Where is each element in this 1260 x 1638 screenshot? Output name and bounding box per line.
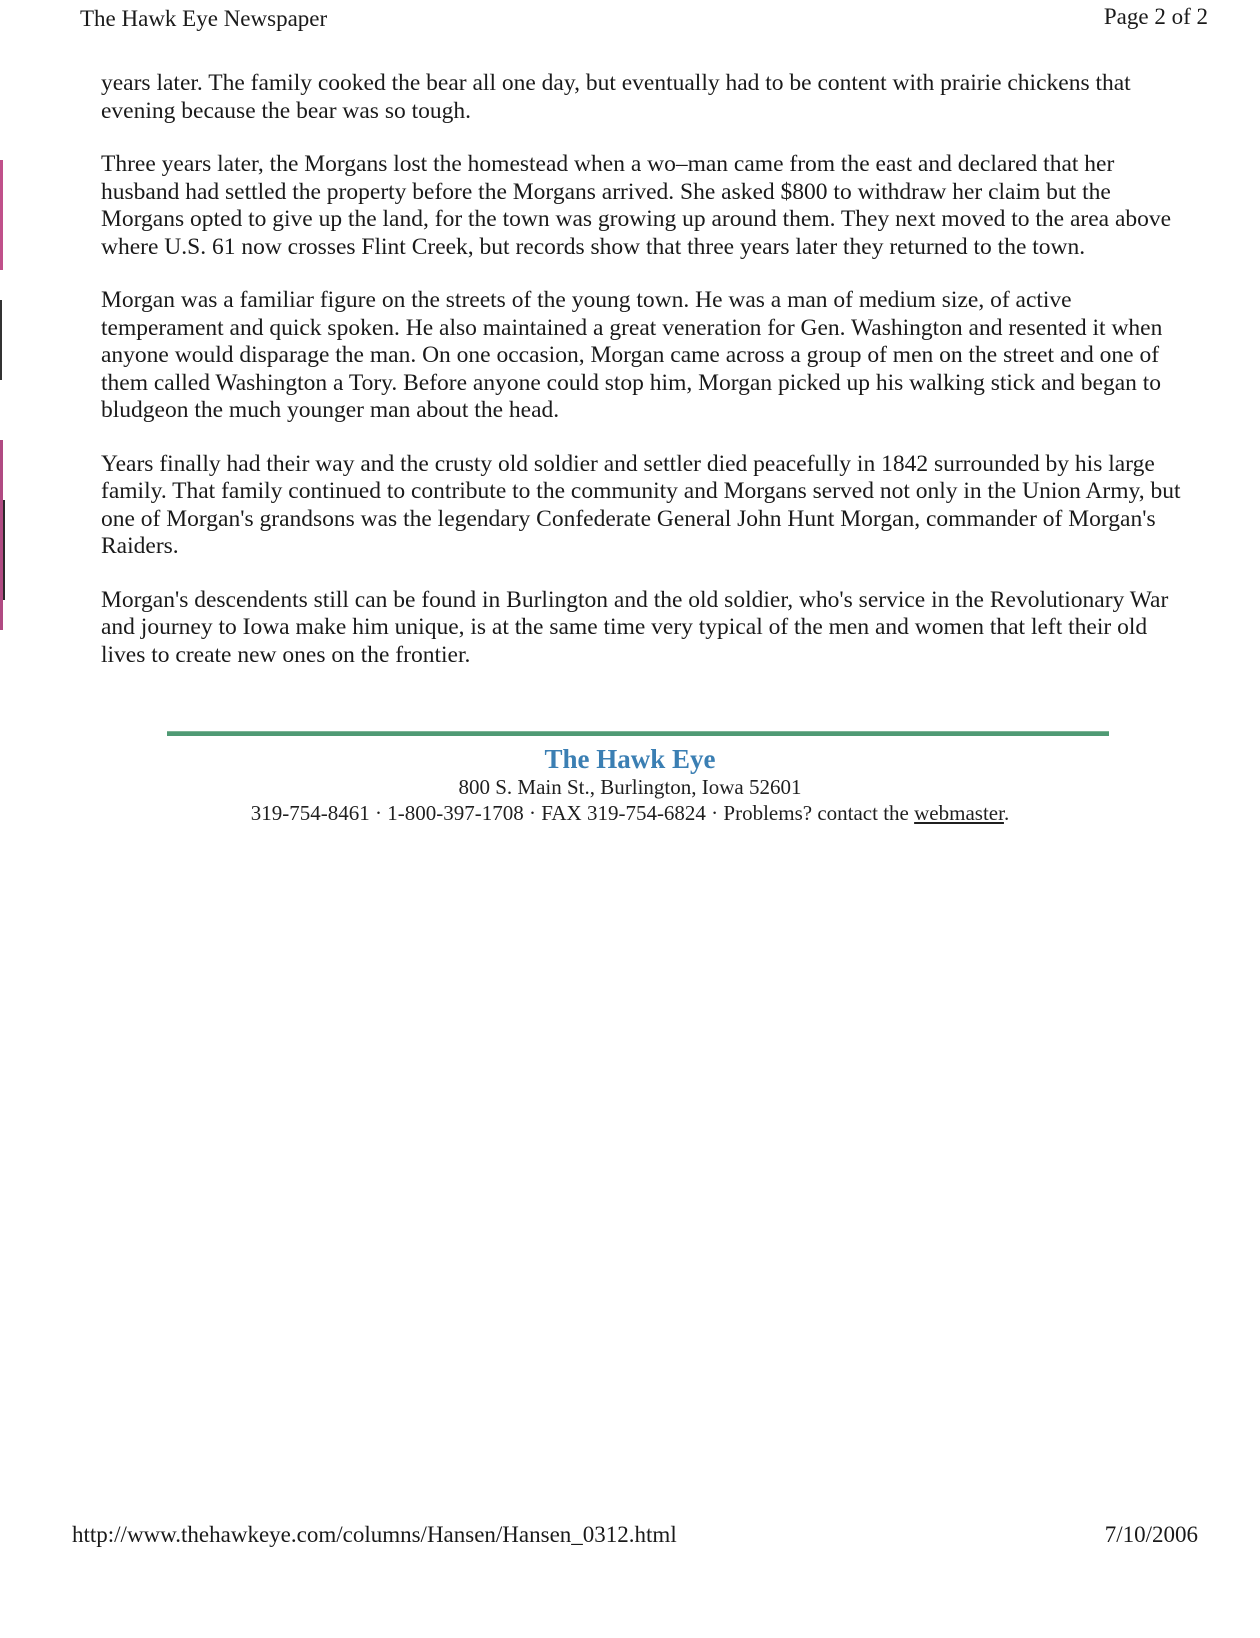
contact-numbers: 319-754-8461 · 1-800-397-1708 · FAX 319-754-6824 · Problems? contact the bbox=[250, 801, 915, 825]
scan-edge-mark bbox=[3, 500, 5, 600]
page-url: http://www.thehawkeye.com/columns/Hansen/Hansen_0312.html bbox=[72, 1522, 677, 1547]
webmaster-link[interactable]: webmaster bbox=[914, 801, 1004, 825]
contact-suffix: . bbox=[1003, 801, 1010, 825]
article-paragraph: Morgan was a familiar figure on the streets of the young town. He was a man of medium size, of active temperament and quick spoken. He also maintained a great veneration for Gen. Washington and resented it when anyone would disparage the man. On one occasion, Morgan came across a group of men on the street and one of them called Washington a Tory. Before anyone could stop him, Morgan picked up his walking stick and began to bludgeon the much younger man about the head. bbox=[101, 287, 1163, 423]
contact-line bbox=[0, 800, 1260, 826]
article-paragraph: Years finally had their way and the crusty old soldier and settler died peacefully in 1842 surrounded by his large family. That family continued to contribute to the community and Morgans served not only in the Union Army, but one of Morgan's grandsons was the legendary Confederate General John Hunt Morgan, commander of Morgan's Raiders. bbox=[101, 450, 1181, 559]
article-paragraph: years later. The family cooked the bear all one day, but eventually had to be content with prairie chickens that evening because the bear was so tough. bbox=[101, 70, 1131, 124]
address-line: 800 S. Main St., Burlington, Iowa 52601 bbox=[458, 775, 802, 799]
masthead-title: The Hawk Eye bbox=[544, 744, 716, 774]
scan-edge-mark bbox=[0, 160, 3, 270]
article-body bbox=[101, 70, 1191, 695]
source-title: The Hawk Eye Newspaper bbox=[80, 6, 328, 31]
article-paragraph: Three years later, the Morgans lost the homestead when a wo–man came from the east and declared that her husband had settled the property before the Morgans arrived. She asked $800 to withdraw her claim but the Morgans opted to give up the land, for the town was growing up around them. They next moved to the area above where U.S. 61 now crosses Flint Creek, but records show that three years later they returned to the town. bbox=[101, 151, 1172, 260]
site-footer bbox=[0, 743, 1260, 826]
page-indicator: Page 2 of 2 bbox=[1103, 4, 1208, 29]
print-date: 7/10/2006 bbox=[1104, 1522, 1198, 1547]
article-paragraph: Morgan's descendents still can be found in Burlington and the old soldier, who's service in the Revolutionary War and journey to Iowa make him unique, is at the same time very typical of the men and women that left their old lives to create new ones on the frontier. bbox=[101, 586, 1169, 668]
print-footer bbox=[72, 1522, 1198, 1552]
scan-edge-mark bbox=[0, 300, 2, 380]
print-header bbox=[80, 6, 1208, 36]
footer-divider bbox=[167, 731, 1109, 736]
